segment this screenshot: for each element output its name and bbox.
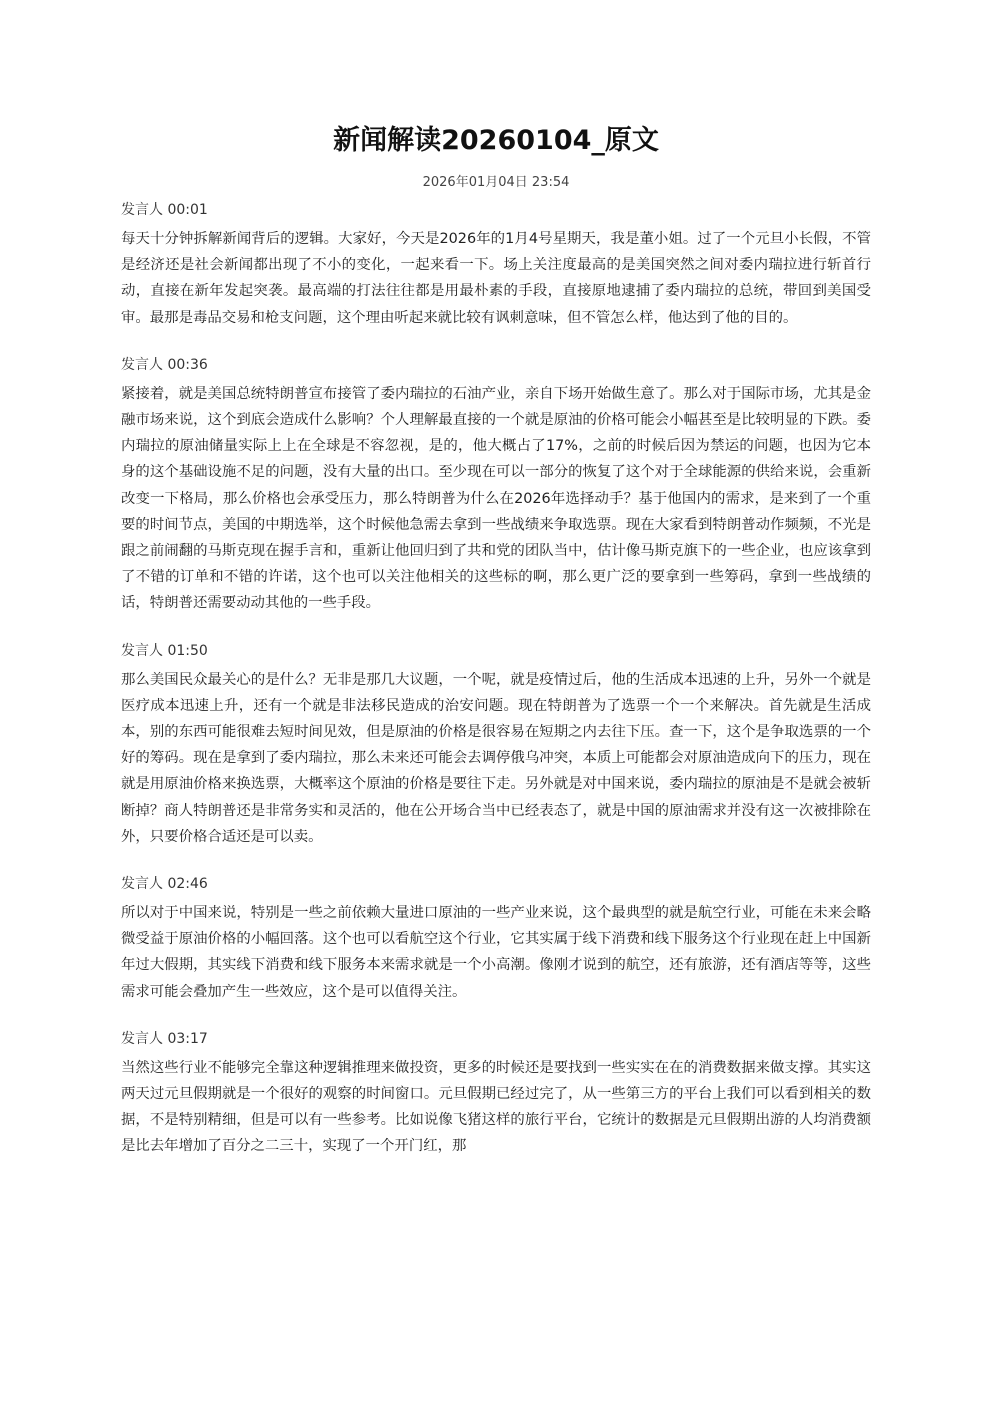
document-title: 新闻解读20260104_原文 <box>333 125 659 156</box>
speaker-timestamp: 发言人 00:01 <box>121 202 208 218</box>
segment-text: 紧接着，就是美国总统特朗普宣布接管了委内瑞拉的石油产业，亲自下场开始做生意了。那么对于国际市场，尤其是金融市场来说，这个到底会造成什么影响？个人理解最直接的一个就是原油的价格可能会小幅甚至是比较明显的下跌。委内瑞拉的原油储量实际上上在全球是不容忽视，是的，他大概占了17%，之前的时候后因为禁运的问题，也因为它本身的这个基础设施不足的问题，没有大量的出口。至少现在可以一部分的恢复了这个对于全球能源的供给来说，会重新改变一下格局，那么价格也会承受压力，那么特朗普为什么在2026年选择动手？基于他国内的需求，是来到了一个重要的时间节点，美国的中期选举，这个时候他急需去拿到一些战绩来争取选票。现在大家看到特朗普动作频频，不光是跟之前闹翻的马斯克现在握手言和，重新让他回归到了共和党的团队当中，估计像马斯克旗下的一些企业，也应该拿到了不错的订单和不错的许诺，这个也可以关注他相关的这些标的啊，那么更广泛的要拿到一些筹码，拿到一些战绩的话，特朗普还需要动动其他的一些手段。 <box>121 385 871 612</box>
segment-text: 所以对于中国来说，特别是一些之前依赖大量进口原油的一些产业来说，这个最典型的就是航空行业，可能在未来会略微受益于原油价格的小幅回落。这个也可以看航空这个行业，它其实属于线下消费和线下服务这个行业现在赶上中国新年过大假期，其实线下消费和线下服务本来需求就是一个小高潮。像刚才说到的航空，还有旅游，还有酒店等等，这些需求可能会叠加产生一些效应，这个是可以值得关注。 <box>121 905 871 1000</box>
document-date: 2026年01月04日 23:54 <box>422 175 570 190</box>
segment-text: 当然这些行业不能够完全靠这种逻辑推理来做投资，更多的时候还是要找到一些实实在在的消费数据来做支撑。其实这两天过元旦假期就是一个很好的观察的时间窗口。元旦假期已经过完了，从一些第三方的平台上我们可以看到相关的数据，不是特别精细，但是可以有一些参考。比如说像飞猪这样的旅行平台，它统计的数据是元旦假期出游的人均消费额是比去年增加了百分之二三十，实现了一个开门红，那 <box>121 1059 871 1155</box>
speaker-timestamp: 发言人 03:17 <box>121 1030 208 1047</box>
transcript-segment <box>121 200 871 331</box>
transcript-body <box>121 200 871 1184</box>
transcript-segment <box>121 355 871 617</box>
transcript-segment <box>121 874 871 1005</box>
speaker-timestamp: 发言人 02:46 <box>121 876 208 893</box>
speaker-timestamp: 发言人 00:36 <box>121 356 208 373</box>
segment-text: 每天十分钟拆解新闻背后的逻辑。大家好，今天是2026年的1月4号星期天，我是董小姐。过了一个元旦小长假，不管是经济还是社会新闻都出现了不小的变化，一起来看一下。场上关注度最高的是美国突然之间对委内瑞拉进行斩首行动，直接在新年发起突袭。最高端的打法往往都是用最朴素的手段，直接原地逮捕了委内瑞拉的总统，带回到美国受审。最那是毒品交易和枪支问题，这个理由听起来就比较有讽刺意味，但不管怎么样，他达到了他的目的。 <box>121 231 871 326</box>
transcript-segment <box>121 1029 871 1160</box>
transcript-segment <box>121 641 871 850</box>
speaker-timestamp: 发言人 01:50 <box>121 642 208 659</box>
segment-text: 那么美国民众最关心的是什么？无非是那几大议题，一个呢，就是疫情过后，他的生活成本迅速的上升，另外一个就是医疗成本迅速上升，还有一个就是非法移民造成的治安问题。现在特朗普为了选票一个一个来解决。首先就是生活成本，别的东西可能很难去短时间见效，但是原油的价格是很容易在短期之内去往下压。查一下，这个是争取选票的一个好的筹码。现在是拿到了委内瑞拉，那么未来还可能会去调停俄乌冲突，本质上可能都会对原油造成向下的压力，现在就是用原油价格来换选票，大概率这个原油的价格是要往下走。另外就是对中国来说，委内瑞拉的原油是不是就会被斩断掉？商人特朗普还是非常务实和灵活的，他在公开场合当中已经表态了，就是中国的原油需求并没有这一次被排除在外，只要价格合适还是可以卖。 <box>121 671 871 845</box>
